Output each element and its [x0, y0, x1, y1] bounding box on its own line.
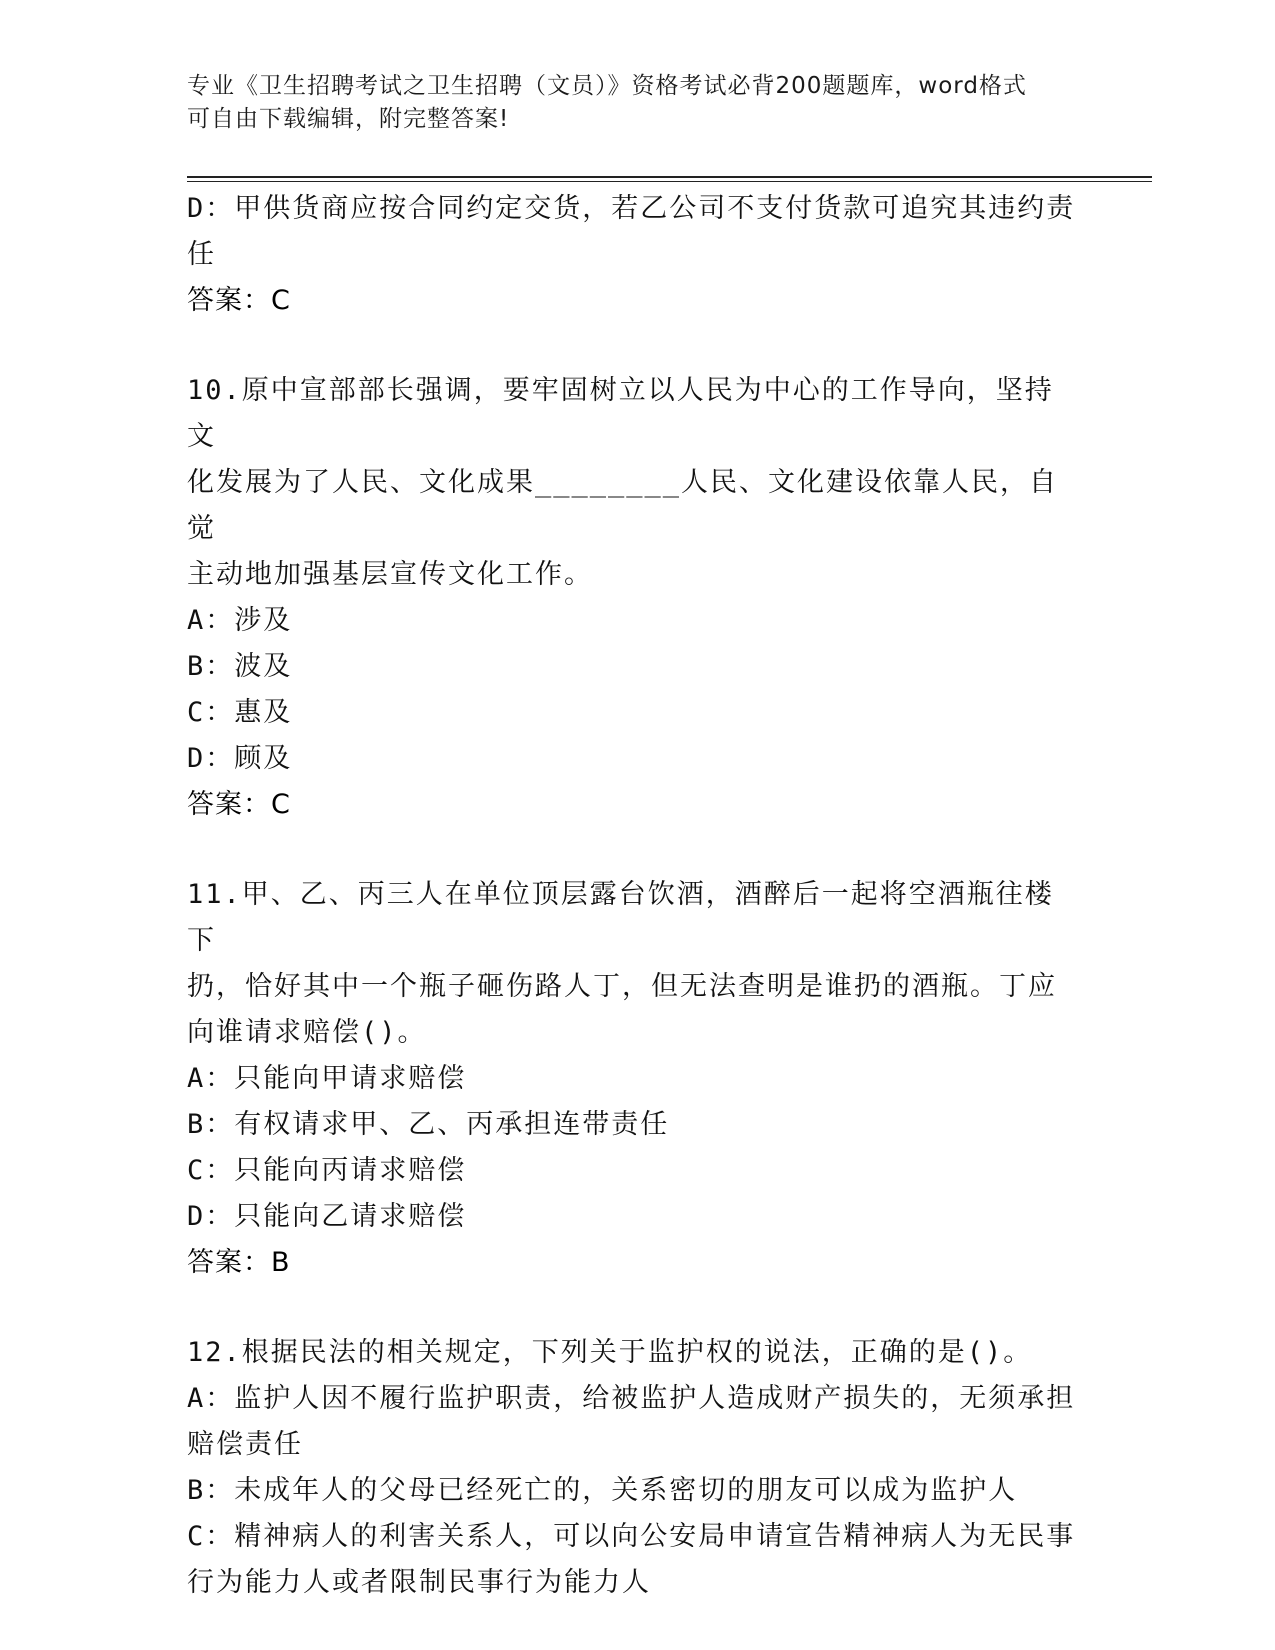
- question-10: [187, 368, 1077, 828]
- document-header: [187, 70, 1087, 136]
- question-stem-line: 10.原中宣部部长强调，要牢固树立以人民为中心的工作导向，坚持文: [187, 375, 1054, 452]
- option-d: D：顾及: [187, 743, 293, 774]
- question-stem-line: 向谁请求赔偿()。: [187, 1017, 427, 1048]
- option-d: D：只能向乙请求赔偿: [187, 1201, 467, 1232]
- option-d-line: D：甲供货商应按合同约定交货，若乙公司不支付货款可追究其违约责: [187, 193, 1076, 224]
- question-stem-line: 主动地加强基层宣传文化工作。: [187, 559, 593, 590]
- spacer: [187, 1286, 1077, 1330]
- spacer: [187, 324, 1077, 368]
- option-a: A：涉及: [187, 605, 293, 636]
- answer-label: 答案：B: [187, 1247, 291, 1278]
- option-c-line: 行为能力人或者限制民事行为能力人: [187, 1567, 651, 1598]
- spacer: [187, 828, 1077, 872]
- option-b: B：有权请求甲、乙、丙承担连带责任: [187, 1109, 670, 1140]
- header-divider: [187, 176, 1152, 178]
- answer-label: 答案：C: [187, 285, 291, 316]
- header-title-line-2: 可自由下载编辑，附完整答案!: [187, 106, 510, 132]
- option-c: C：只能向丙请求赔偿: [187, 1155, 467, 1186]
- question-9-tail: [187, 186, 1077, 324]
- header-title-line-1: 专业《卫生招聘考试之卫生招聘（文员）》资格考试必背200题题库，word格式: [187, 73, 1027, 99]
- option-d-line: 任: [187, 239, 216, 270]
- option-c: C：惠及: [187, 697, 293, 728]
- option-a-line: A：监护人因不履行监护职责，给被监护人造成财产损失的，无须承担: [187, 1383, 1076, 1414]
- document-body: [187, 186, 1077, 1606]
- option-b: B：未成年人的父母已经死亡的，关系密切的朋友可以成为监护人: [187, 1475, 1018, 1506]
- question-12: [187, 1330, 1077, 1606]
- question-stem-line: 11.甲、乙、丙三人在单位顶层露台饮酒，酒醉后一起将空酒瓶往楼下: [187, 879, 1054, 956]
- question-stem-line: 扔，恰好其中一个瓶子砸伤路人丁，但无法查明是谁扔的酒瓶。丁应: [187, 971, 1057, 1002]
- option-c-line: C：精神病人的利害关系人，可以向公安局申请宣告精神病人为无民事: [187, 1521, 1076, 1552]
- question-stem-line: 12.根据民法的相关规定，下列关于监护权的说法，正确的是()。: [187, 1337, 1033, 1368]
- option-a-line: 赔偿责任: [187, 1429, 303, 1460]
- option-a: A：只能向甲请求赔偿: [187, 1063, 467, 1094]
- option-b: B：波及: [187, 651, 293, 682]
- answer-label: 答案：C: [187, 789, 291, 820]
- header-divider-thin: [187, 181, 1152, 182]
- question-stem-line: 化发展为了人民、文化成果________人民、文化建设依靠人民，自觉: [187, 467, 1059, 544]
- question-11: [187, 872, 1077, 1286]
